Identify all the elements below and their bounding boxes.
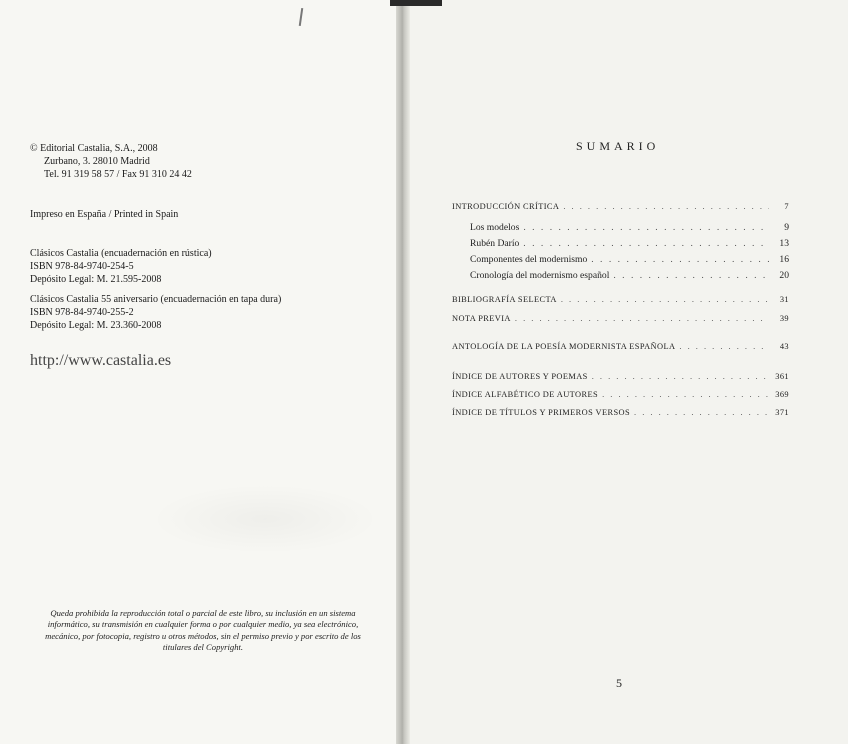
publisher-url: http://www.castalia.es [30,352,172,369]
toc-entry-page: 20 [779,270,789,281]
toc-entry [470,270,789,282]
toc-entry [452,408,789,420]
toc-entry-page: 31 [779,295,789,304]
toc-entry [452,342,789,354]
edition1-isbn: ISBN 978-84-9740-254-5 [30,261,134,272]
toc-entry-label: Los modelos [470,222,520,233]
toc-entry-page: 361 [775,372,789,381]
edition1-title: Clásicos Castalia (encuadernación en rústica) [30,248,212,259]
toc-entry [452,390,789,402]
address-line: Zurbano, 3. 28010 Madrid [44,156,150,167]
page-number: 5 [616,676,622,690]
toc-entry-label: ÍNDICE ALFABÉTICO DE AUTORES [452,390,599,399]
toc-leader [563,202,769,211]
toc-entry-label: BIBLIOGRAFÍA SELECTA [452,295,557,304]
toc-entry-page: 16 [779,254,789,265]
toc-entry-label: Cronología del modernismo español [470,270,610,281]
copyright-notice: Queda prohibida la reproducción total o parcial de este libro, su inclusión en un sistema informático, su transmisión en cualquier forma o por cualquier medio, ya sea electrónico, mecánico, por fotocopia, registro u otros métodos, sin el permiso previo y por escrito de los titulares del Copyright. [45,608,361,652]
toc-entry-label: NOTA PREVIA [452,314,511,323]
edition2-legal-deposit: Depósito Legal: M. 23.360-2008 [30,320,162,331]
toc-entry [452,314,789,326]
toc-leader [679,342,769,351]
toc-leader [613,270,769,281]
copyright-line: © Editorial Castalia, S.A., 2008 [30,143,158,154]
toc-entry-label: Componentes del modernismo [470,254,588,265]
toc-entry [470,222,789,234]
toc-leader [523,222,769,233]
toc-entry-page: 7 [784,202,789,211]
toc-entry-page: 371 [775,408,789,417]
phone-line: Tel. 91 319 58 57 / Fax 91 310 24 42 [44,169,192,180]
printed-in-line: Impreso en España / Printed in Spain [30,209,179,220]
toc-entry-page: 9 [784,222,789,233]
toc-entry-label: ANTOLOGÍA DE LA POESÍA MODERNISTA ESPAÑOLA [452,342,676,351]
toc-entry-page: 369 [775,390,789,399]
toc-entry-label: ÍNDICE DE TÍTULOS Y PRIMEROS VERSOS [452,408,631,417]
toc-entry-page: 39 [779,314,789,323]
toc-entry-label: INTRODUCCIÓN CRÍTICA [452,202,560,211]
toc-entry [452,295,789,307]
toc-entry-page: 13 [779,238,789,249]
toc-leader [523,238,769,249]
book-spine [396,0,410,744]
scan-edge-shadow [390,0,442,6]
toc-leader [561,295,769,304]
toc-entry [452,202,789,214]
toc-entry-page: 43 [779,342,789,351]
toc-entry-label: ÍNDICE DE AUTORES Y POEMAS [452,372,588,381]
edition2-title: Clásicos Castalia 55 aniversario (encuadernación en tapa dura) [30,294,282,305]
toc-leader [591,254,769,265]
toc-entry [470,238,789,250]
toc-leader [634,408,769,417]
toc-leader [515,314,769,323]
edition2-isbn: ISBN 978-84-9740-255-2 [30,307,134,318]
toc-entry [452,372,789,384]
toc-entry [470,254,789,266]
toc-entry-label: Rubén Darío [470,238,520,249]
toc-leader [602,390,769,399]
contents-title: SUMARIO [576,139,660,153]
edition1-legal-deposit: Depósito Legal: M. 21.595-2008 [30,274,162,285]
bleed-through-shadow [150,484,380,554]
toc-leader [592,372,769,381]
